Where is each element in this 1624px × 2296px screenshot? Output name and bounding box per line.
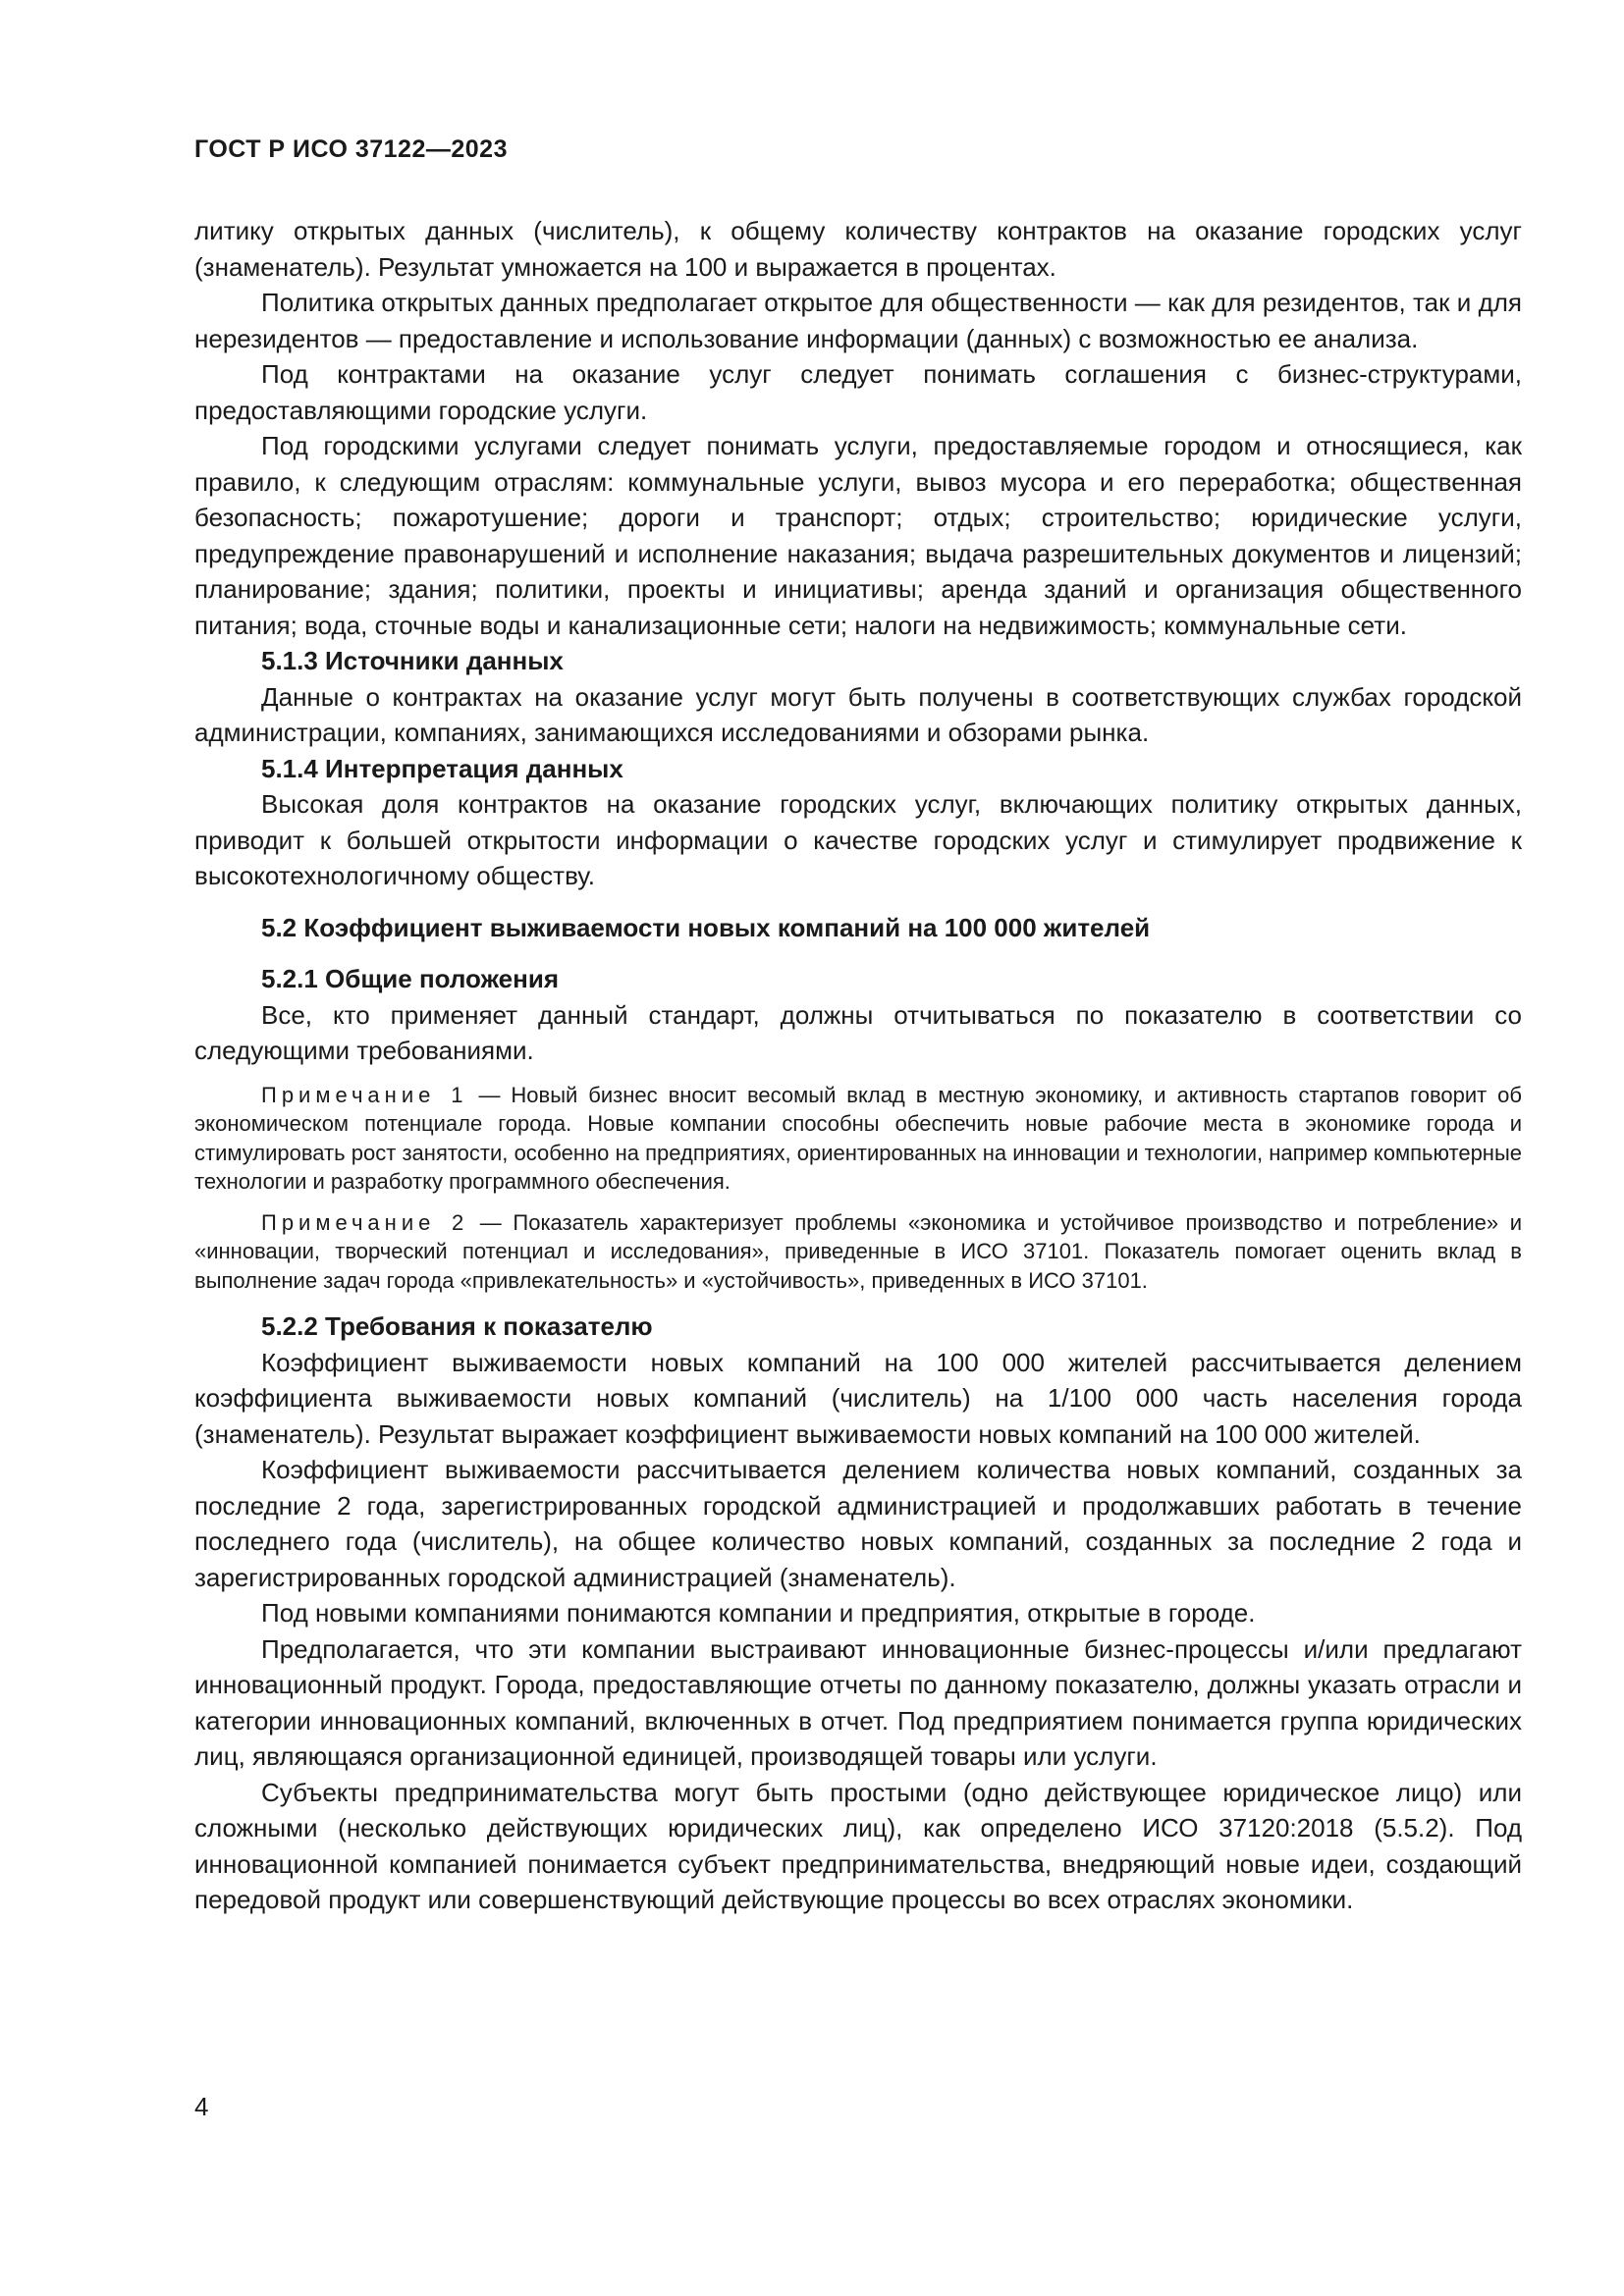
heading-5-1-3: 5.1.3 Источники данных (261, 646, 564, 675)
page-number: 4 (194, 2092, 209, 2121)
note-2 (194, 1208, 1522, 1296)
paragraph-general-provisions: Все, кто применяет данный стандарт, должны отчитываться по показателю в соответствии со следующими требованиями. (194, 999, 1522, 1065)
paragraph-survival-ratio-calculation: Коэффициент выживаемости рассчитывается делением количества новых компаний, созданных за последние 2 года, зарегистрированных городской администрацией и продолжавших работать в течение последнего года (числитель), на общее количество новых компаний, созданных за последние 2 года и зарегистрированных городской администрацией (знаменатель). (194, 1455, 1522, 1592)
paragraph-open-data-formula: литику открытых данных (числитель), к общему количеству контрактов на оказание городских услуг (знаменатель). Результат умножается на 100 и выражается в процентах. (194, 216, 1522, 282)
heading-5-2-1: 5.2.1 Общие положения (261, 964, 559, 993)
note-1-text: — Новый бизнес вносит весомый вклад в местную экономику, и активность стартапов говорит об экономическом потенциале города. Новые компании способны обеспечить новые рабочие места в экономике города и стимулировать рост занятости, особенно на предприятиях, ориентированных на инновации и технологии, например компьютерные технологии и разработку программного обеспечения. (194, 1082, 1522, 1194)
heading-5-1-4: 5.1.4 Интерпретация данных (261, 753, 623, 783)
note-1 (194, 1081, 1522, 1197)
heading-5-2-2: 5.2.2 Требования к показателю (261, 1311, 653, 1341)
paragraph-city-services: Под городскими услугами следует понимать услуги, предоставляемые городом и относящиеся, как правило, к следующим отраслям: коммунальные услуги, вывоз мусора и его переработка; общественная безопасность; пожаротушение; дороги и транспорт; отдых; строительство; юридические услуги, предупреждение правонарушений и исполнение наказания; выдача разрешительных документов и лицензий; планирование; здания; политики, проекты и инициативы; аренда зданий и организация общественного питания; вода, сточные воды и канализационные сети; налоги на недвижимость; коммунальные сети. (194, 431, 1522, 640)
paragraph-data-sources: Данные о контрактах на оказание услуг могут быть получены в соответствующих службах городской администрации, компаниях, занимающихся исследованиями и обзорами рынка. (194, 681, 1522, 747)
note-1-label: Примечание 1 (261, 1082, 468, 1107)
paragraph-service-contracts: Под контрактами на оказание услуг следует понимать соглашения с бизнес-структурами, предоставляющими городские услуги. (194, 359, 1522, 425)
document-header: ГОСТ Р ИСО 37122—2023 (194, 135, 508, 163)
paragraph-new-companies: Под новыми компаниями понимаются компании и предприятия, открытые в городе. (261, 1598, 1256, 1628)
note-2-text: — Показатель характеризует проблемы «экономика и устойчивое производство и потребление» и «инновации, творческий потенциал и исследования», приведенные в ИСО 37101. Показатель помогает оценить вклад в выполнение задач города «привлекательность» и «устойчивость», приведенных в ИСО 37101. (194, 1209, 1522, 1293)
paragraph-business-entities: Субъекты предпринимательства могут быть простыми (одно действующее юридическое лицо) или сложными (несколько действующих юридических лиц), как определено ИСО 37120:2018 (5.5.2). Под инновационной компанией понимается субъект предпринимательства, внедряющий новые идеи, создающий передовой продукт или совершенствующий действующие процессы во всех отраслях экономики. (194, 1777, 1522, 1914)
document-page (194, 137, 1522, 1918)
heading-5-2: 5.2 Коэффициент выживаемости новых компаний на 100 000 жителей (261, 912, 1151, 942)
paragraph-innovation-processes: Предполагается, что эти компании выстраивают инновационные бизнес-процессы и/или предлагают инновационный продукт. Города, предоставляющие отчеты по данному показателю, должны указать отрасли и категории инновационных компаний, включенных в отчет. Под предприятием понимается группа юридических лиц, являющаяся организационной единицей, производящей товары или услуги. (194, 1633, 1522, 1771)
paragraph-open-data-policy: Политика открытых данных предполагает открытое для общественности — как для резидентов, так и для нерезидентов — предоставление и использование информации (данных) с возможностью ее анализа. (194, 288, 1522, 353)
paragraph-data-interpretation: Высокая доля контрактов на оказание городских услуг, включающих политику открытых данных, приводит к большей открытости информации о качестве городских услуг и стимулирует продвижение к высокотехнологичному обществу. (194, 789, 1522, 890)
note-2-label: Примечание 2 (261, 1209, 469, 1235)
paragraph-survival-ratio-formula: Коэффициент выживаемости новых компаний на 100 000 жителей рассчитывается делением коэффициента выживаемости новых компаний (числитель) на 1/100 000 часть населения города (знаменатель). Результат выражает коэффициент выживаемости новых компаний на 100 000 жителей. (194, 1347, 1522, 1449)
